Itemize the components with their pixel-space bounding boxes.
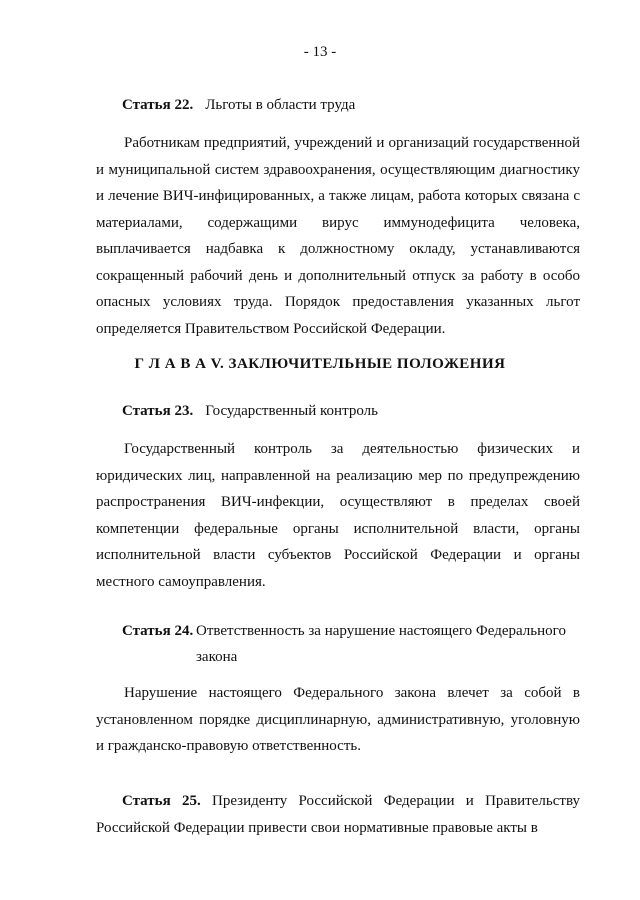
page-number: - 13 - (303, 44, 337, 60)
article-23-title: Государственный контроль (205, 403, 378, 419)
article-25-paragraph (96, 788, 580, 841)
article-24-label: Статья 24. (122, 623, 194, 639)
article-24-label-wrap (122, 618, 205, 644)
article-22-title: Льготы в области труда (205, 97, 356, 113)
article-22-heading (122, 92, 355, 118)
article-24-body: Нарушение настоящего Федерального закона влечет за собой в установленном порядке дисциплинарную, административную, уголовную и гражданско-правовую ответственность. (96, 685, 580, 754)
article-24-title: Ответственность за нарушение настоящего Федерального закона (196, 623, 566, 665)
article-23-label: Статья 23. (122, 403, 194, 419)
article-22-body: Работникам предприятий, учреждений и организаций государственной и муниципальной систем здравоохранения, осуществляющим диагностику и лечение ВИЧ-инфицированных, а также лицам, работа которых связана с материалами, содержащими вирус иммунодефицита человека, выплачивается надбавка к должностному окладу, устанавливаются сокращенный рабочий день и дополнительный отпуск за работу в особо опасных условиях труда. Порядок предоставления указанных льгот определяется Правительством Российской Федерации. (96, 135, 580, 337)
article-25-body: Президенту Российской Федерации и Правительству Российской Федерации привести свои нормативные правовые акты в (96, 793, 581, 836)
article-22-label: Статья 22. (122, 97, 194, 113)
chapter-heading: Г Л А В А V. ЗАКЛЮЧИТЕЛЬНЫЕ ПОЛОЖЕНИЯ (134, 356, 506, 372)
article-23-body: Государственный контроль за деятельностью физических и юридических лиц, направленной на реализацию мер по предупреждению распространения ВИЧ-инфекции, осуществляют в пределах своей компетенции федеральные органы исполнительной власти, органы исполнительной власти субъектов Российской Федерации и органы местного самоуправления. (96, 441, 580, 590)
article-25-label: Статья 25. (122, 793, 201, 809)
article-23-heading (122, 398, 378, 424)
